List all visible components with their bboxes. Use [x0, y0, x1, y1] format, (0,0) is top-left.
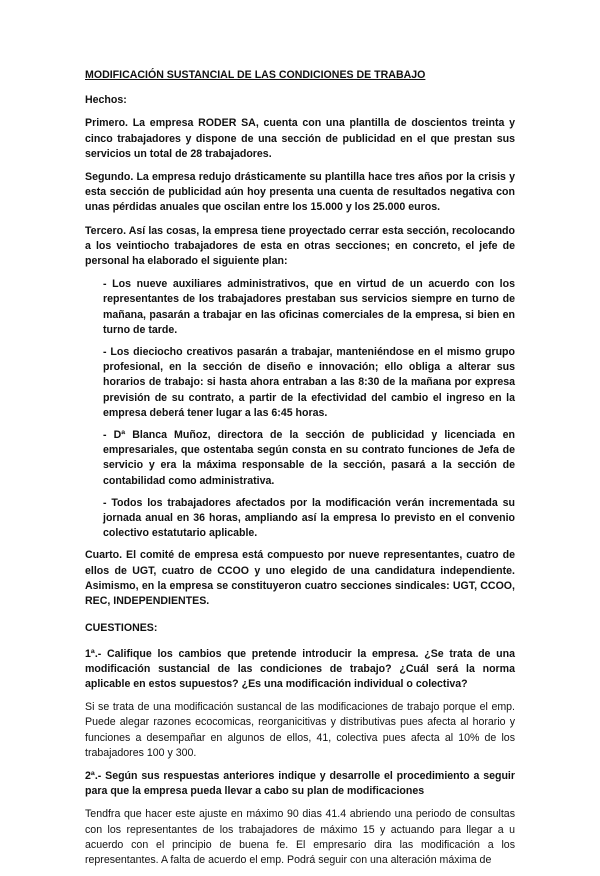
answer-1: Si se trata de una modificación sustancal de las modificaciones de trabajo porque el emp. Puede alegar razones ecocomicas, reorganicitivas y distributivas pues afecta al horario y funciones a desempañar en algunos de ellos, 41, colectiva pues afecta al 10% de los trabajadores 100 y 300. — [85, 701, 515, 759]
paragraph-cuarto: Cuarto. El comité de empresa está compuesto por nueve representantes, cuatro de ellos de UGT, cuatro de CCOO y uno elegido de una candidatura independiente. Asimismo, en la empresa se constituyeron cuatro secciones sindicales: UGT, CCOO, REC, INDEPENDIENTES. — [85, 549, 515, 608]
paragraph-segundo: Segundo. La empresa redujo drásticamente su plantilla hace tres años por la crisis y esta sección de publicidad aún hoy presenta una cuenta de resultados negativa con unas pérdidas anuales que oscilan entre los 15.000 y los 25.000 euros. — [85, 171, 515, 214]
paragraph-tercero: Tercero. Así las cosas, la empresa tiene proyectado cerrar esta sección, recolocando a los veintiocho trabajadores de esta en otras secciones; en concreto, el jefe de personal ha elaborado el siguiente plan: — [85, 224, 515, 268]
question-2: 2ª.- Según sus respuestas anteriores indique y desarrolle el procedimiento a seguir para que la empresa pueda llevar a cabo su plan de modificaciones — [85, 769, 515, 798]
bullet-item: - Los dieciocho creativos pasarán a trabajar, manteniéndose en el mismo grupo profesional, en la sección de diseño e innovación; ello obliga a alterar sus horarios de trabajo: si hasta ahora entraban a las 8:30 de la mañana por expresa previsión de su contrato, a partir de la efectividad del cambio el ingreso en la empresa deberá tener lugar a las 6:45 horas. — [103, 346, 515, 419]
question-1: 1ª.- Califique los cambios que pretende introducir la empresa. ¿Se trata de una modificación sustancial de las condiciones de trabajo? ¿Cuál será la norma aplicable en estos supuestos? ¿Es una modificación individual o colectiva? — [85, 647, 515, 690]
document-title: MODIFICACIÓN SUSTANCIAL DE LAS CONDICIONES DE TRABAJO — [85, 69, 426, 81]
answer-2: Tendfra que hacer este ajuste en máximo 90 dias 41.4 abriendo una periodo de consultas con los representantes de los trabajadores de máximo 15 y actuando para llegar a u acuerdo con el principio de buena fe. El empresario dira las modificación a los representantes. A falta de acuerdo el emp. Podrá seguir con una alteración máxima de — [85, 808, 515, 866]
paragraph-primero: Primero. La empresa RODER SA, cuenta con una plantilla de doscientos treinta y cinco trabajadores y dispone de una sección de publicidad en el que prestan sus servicios un total de 28 trabajadores. — [85, 117, 515, 160]
bullet-item: - Los nueve auxiliares administrativos, que en virtud de un acuerdo con los representantes de los trabajadores prestaban sus servicios siempre en turno de mañana, pasarán a trabajar en las oficinas comerciales de la empresa, si bien en turno de tarde. — [103, 278, 515, 336]
hechos-heading: Hechos: — [85, 94, 127, 107]
bullet-item: - Dª Blanca Muñoz, directora de la sección de publicidad y licenciada en empresariales, que ostentaba según consta en su contrato funciones de Jefa de servicio y era la máxima responsable de la sección, pasará a la sección de contabilidad como administrativa. — [103, 429, 515, 487]
bullet-item: - Todos los trabajadores afectados por la modificación verán incrementada su jornada anual en 36 horas, ampliando así la empresa lo previsto en el convenio colectivo estatutario aplicable. — [103, 496, 515, 540]
document-body — [85, 68, 515, 876]
cuestiones-heading: CUESTIONES: — [85, 622, 158, 635]
